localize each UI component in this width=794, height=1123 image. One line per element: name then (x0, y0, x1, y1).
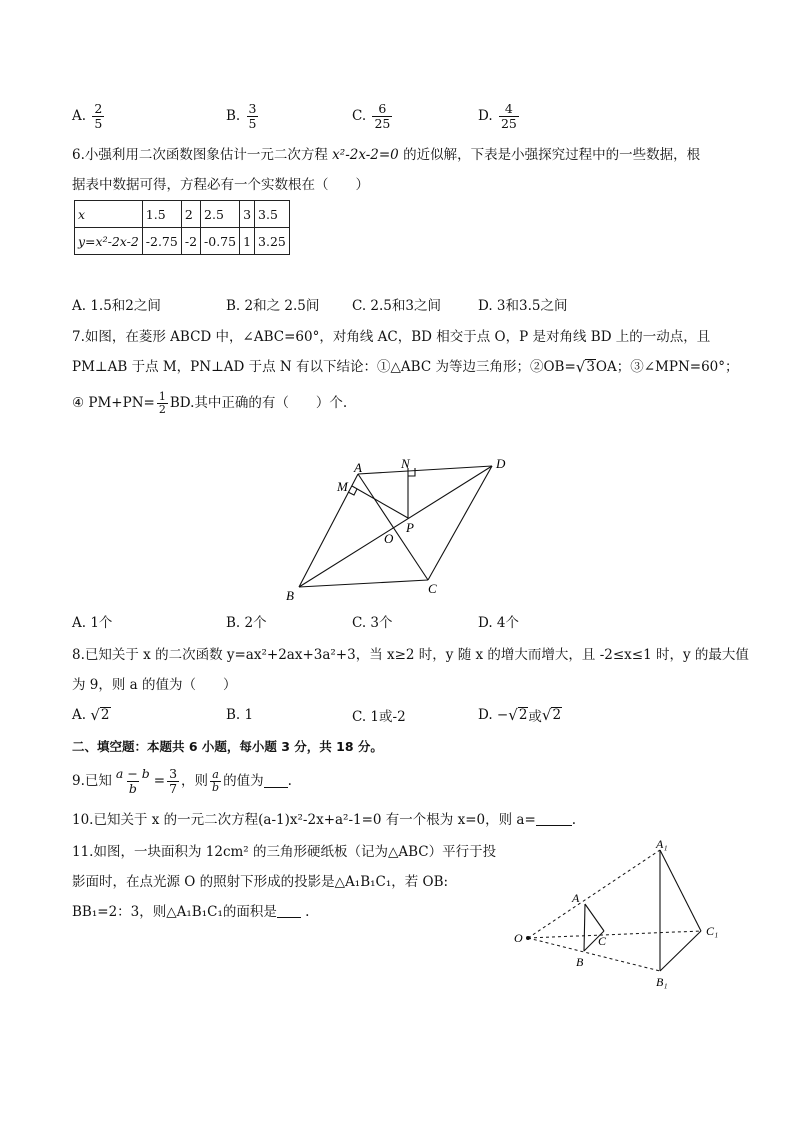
label-c: C (428, 581, 437, 596)
q5-option-d[interactable]: D. $\frac{4}{25}$ (478, 100, 517, 131)
table-cell: 3.5 (255, 201, 290, 228)
segment-pm (352, 486, 408, 518)
q7-stem-line3: ④ PM+PN= $\frac{1}{2}$ BD.其中正确的有（ ）个. (72, 389, 348, 416)
label-n: N (401, 456, 410, 471)
q5-option-b[interactable]: B. $\frac{3}{5}$ (226, 100, 257, 131)
ray-ob1 (528, 938, 660, 971)
diagonal-bd (299, 466, 492, 587)
table-row (75, 201, 290, 228)
q8-options (72, 697, 712, 733)
q8-option-a[interactable]: A. √ 2 (72, 706, 110, 724)
q10-stem: 10.已知关于 x 的一元二次方程(a-1)x²-2x+a²-1=0 有一个根为 x=0，则 a= . (72, 812, 577, 828)
label-b1: B₁ (656, 975, 668, 989)
label-b: B (576, 955, 584, 969)
q7-option-a[interactable]: A. 1个 (72, 615, 113, 631)
fraction: $\frac{2}{5}$ (94, 100, 103, 131)
q7-option-d[interactable]: D. 4个 (478, 615, 520, 631)
table-cell: 3 (240, 201, 255, 228)
label-a1: A₁ (656, 838, 668, 851)
label-o: O (384, 531, 394, 546)
table-cell: 2 (181, 201, 200, 228)
side-cb (299, 580, 428, 587)
label-c1: C₁ (706, 924, 719, 938)
sqrt: √ 2 (508, 706, 528, 724)
q5-option-a[interactable]: A. $\frac{2}{5}$ (72, 100, 103, 131)
label-c: C (598, 934, 607, 948)
sqrt: √ 2 (541, 706, 562, 724)
fraction: $\frac{6}{25}$ (374, 100, 391, 131)
section-heading-fill-in: 二、填空题：本题共 6 小题，每小题 3 分，共 18 分。 (72, 739, 383, 754)
side-ad (358, 466, 492, 474)
sqrt: √ 2 (90, 706, 110, 724)
label-m: M (337, 479, 348, 494)
light-source-point (526, 936, 530, 940)
table-cell: -0.75 (201, 228, 240, 255)
ray-oa1 (528, 850, 660, 938)
q6-option-a[interactable]: A. 1.5和2之间 (72, 298, 161, 314)
side-dc (428, 466, 492, 580)
fraction: $\frac{3}{7}$ (169, 765, 178, 796)
q6-option-b[interactable]: B. 2和之 2.5间 (226, 298, 320, 314)
q8-option-d[interactable]: D. − √ 2 或 √ 2 (478, 706, 562, 725)
answer-blank[interactable] (264, 774, 288, 788)
q6-option-d[interactable]: D. 3和3.5之间 (478, 298, 568, 314)
q5-options (72, 98, 712, 134)
table-cell: 1 (240, 228, 255, 255)
label-p: P (406, 520, 414, 535)
q6-option-c[interactable]: C. 2.5和3之间 (352, 298, 441, 314)
label-o: O (514, 931, 523, 945)
q6-options (72, 286, 712, 322)
projection-figure (508, 838, 728, 990)
label-d: D (496, 456, 506, 471)
q8-stem-line2: 为 9，则 a 的值为（ ） (72, 677, 237, 693)
table-cell: x (75, 201, 143, 228)
side-ba (299, 474, 358, 587)
table-cell: 1.5 (142, 201, 181, 228)
fraction: $\frac{3}{5}$ (248, 100, 257, 131)
table-row (75, 228, 290, 255)
table-cell: 3.25 (255, 228, 290, 255)
answer-blank[interactable] (536, 812, 572, 826)
q5-option-c[interactable]: C. $\frac{6}{25}$ (352, 100, 391, 131)
q7-options (72, 603, 712, 639)
fraction: $\frac{1}{2}$ (158, 389, 166, 416)
q6-value-table (74, 200, 290, 255)
q8-stem-line1: 8.已知关于 x 的二次函数 y=ax²+2ax+3a²+3，当 x≥2 时，y 随 x 的增大而增大，且 -2≤x≤1 时，y 的最大值 (72, 647, 749, 663)
edge-ab (584, 904, 585, 951)
table-cell: y=x²-2x-2 (75, 228, 143, 255)
q11-stem-line3: BB₁=2：3，则△A₁B₁C₁的面积是 . (72, 904, 310, 920)
q8-option-c[interactable]: C. 1或-2 (352, 709, 406, 725)
q6-stem-line2: 据表中数据可得，方程必有一个实数根在（ ） (72, 177, 369, 193)
label-a: A (572, 891, 580, 905)
table-cell: -2 (181, 228, 200, 255)
edge-a1c1 (660, 850, 701, 931)
fraction: $\frac{4}{25}$ (500, 100, 517, 131)
q7-stem-line1: 7.如图，在菱形 ABCD 中，∠ABC=60°，对角线 AC，BD 相交于点 O，P 是对角线 BD 上的一动点，且 (72, 329, 711, 345)
q7-option-c[interactable]: C. 3个 (352, 615, 393, 631)
sqrt: √ 3 (575, 358, 595, 376)
label-a: A (354, 460, 362, 475)
q7-stem-line2: PM⊥AB 于点 M，PN⊥AD 于点 N 有以下结论：①△ABC 为等边三角形；②OB= √ 3 OA；③∠MPN=60°； (72, 358, 739, 376)
diagonal-ac (358, 474, 428, 580)
table-cell: -2.75 (142, 228, 181, 255)
fraction: $\frac{a}{b}$ (212, 767, 220, 794)
q11-stem-line2: 影面时，在点光源 O 的照射下形成的投影是△A₁B₁C₁，若 OB: (72, 874, 449, 890)
fraction: $\frac{a - b}{b}$ (115, 765, 150, 796)
q7-option-b[interactable]: B. 2个 (226, 615, 267, 631)
ray-oc1 (528, 931, 701, 938)
rhombus-figure (270, 452, 530, 604)
label-b: B (286, 588, 294, 603)
answer-blank[interactable] (277, 904, 301, 918)
table-cell: 2.5 (201, 201, 240, 228)
q11-stem-line1: 11.如图，一块面积为 12cm² 的三角形硬纸板（记为△ABC）平行于投 (72, 844, 497, 860)
edge-b1c1 (660, 931, 701, 971)
edge-ac (585, 904, 604, 931)
q8-option-b[interactable]: B. 1 (226, 707, 254, 723)
q9-stem: 9.已知 $\frac{a - b}{b}$ = $\frac{3}{7}$ ，则 $\frac{a}{b}$ 的值为 . (72, 765, 292, 796)
q6-stem-line1: 6.小强利用二次函数图象估计一元二次方程 x²-2x-2=0 的近似解，下表是小强探究过程中的一些数据，根 (72, 147, 701, 163)
